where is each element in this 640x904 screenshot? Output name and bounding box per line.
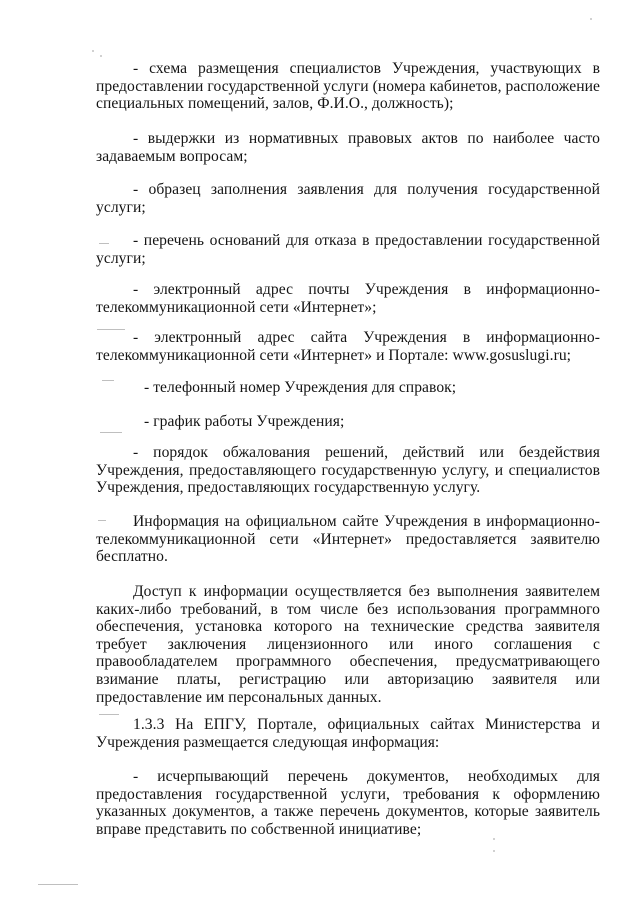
paragraph: Информация на официальном сайте Учреждения в информационно-телекоммуникационной сети «Интернет» предоставляется заявителю бесплатно. [96,513,600,566]
scan-speck [99,714,119,715]
paragraph: - телефонный номер Учреждения для справок; [144,379,457,396]
paragraph: - схема размещения специалистов Учреждения, участвующих в предоставлении государственной услуги (номера кабинетов, расположение специальных помещений, залов, Ф.И.О., должность); [96,60,600,113]
paragraph: - исчерпывающий перечень документов, необходимых для предоставления государственной услуги, требования к оформлению указанных документов, а также перечень документов, которые заявитель вправе представить по собственной инициативе; [96,768,600,838]
paragraph: - график работы Учреждения; [144,413,345,430]
section-heading: 1.3.3 На ЕПГУ, Портале, официальных сайтах Министерства и Учреждения размещается следующая информация: [96,716,600,751]
scan-speck [38,884,78,885]
scan-speck [100,432,122,433]
paragraph: - электронный адрес сайта Учреждения в информационно-телекоммуникационной сети «Интернет» и Портале: www.gosuslugi.ru; [96,329,600,364]
paragraph: - электронный адрес почты Учреждения в информационно-телекоммуникационной сети «Интернет»; [96,281,600,316]
paragraph: Доступ к информации осуществляется без выполнения заявителем каких-либо требований, в том числе без использования программного обеспечения, установка которого на технические средства заявителя требует заключения лицензионного или иного соглашения с правообладателем программного обеспечения, предусматривающего взимание платы, регистрацию или авторизацию заявителя или предоставление им персональных данных. [96,583,600,706]
paragraph: - порядок обжалования решений, действий или бездействия Учреждения, предоставляющего государственную услугу, и специалистов Учреждения, предоставляющих государственную услугу. [96,444,600,497]
scan-speck [493,850,495,852]
scan-speck [92,50,94,52]
paragraph: - образец заполнения заявления для получения государственной услуги; [96,181,600,216]
paragraph: - перечень оснований для отказа в предоставлении государственной услуги; [96,232,600,267]
paragraph: - выдержки из нормативных правовых актов по наиболее часто задаваемым вопросам; [96,130,600,165]
scan-speck [590,18,592,20]
scan-speck [100,55,102,57]
